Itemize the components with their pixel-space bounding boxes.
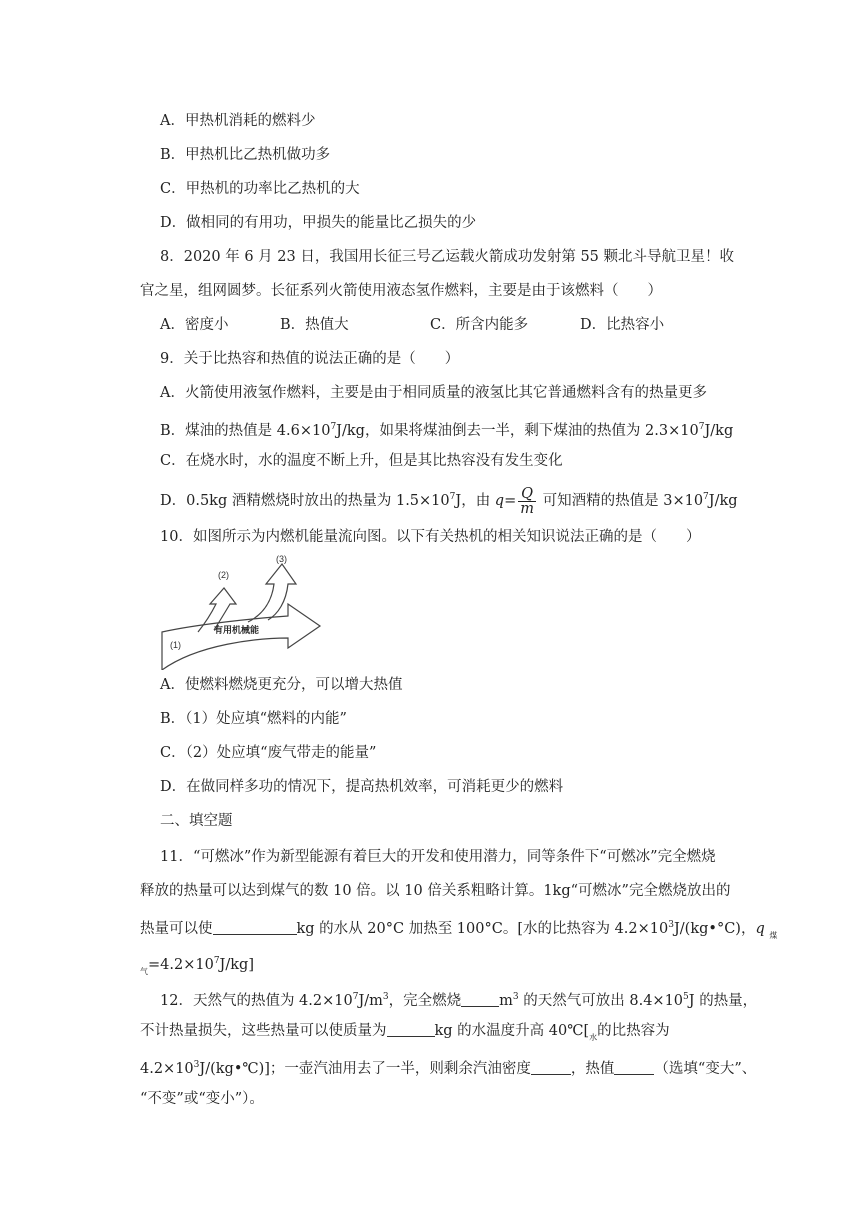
q8-stem-line1: 8．2020 年 6 月 23 日，我国用长征三号乙运载火箭成功发射第 55 颗北斗导航卫星！收 bbox=[160, 249, 735, 265]
q9-option-c: C．在烧水时，水的温度不断上升，但是其比热容没有发生变化 bbox=[160, 453, 563, 469]
q9-stem: 9．关于比热容和热值的说法正确的是（ ） bbox=[160, 351, 460, 367]
q12-answer-blank-4[interactable] bbox=[614, 1060, 654, 1075]
label-1: (1) bbox=[170, 640, 181, 650]
q12-answer-blank-3[interactable] bbox=[531, 1060, 571, 1075]
label-3: (3) bbox=[276, 554, 287, 564]
arrow-label: 有用机械能 bbox=[214, 626, 260, 636]
q7-option-b: B．甲热机比乙热机做功多 bbox=[160, 147, 331, 163]
q7-option-d: D．做相同的有用功，甲损失的能量比乙损失的少 bbox=[160, 215, 477, 231]
energy-flow-diagram bbox=[158, 552, 328, 670]
q11-line2: 释放的热量可以达到煤气的数 10 倍。以 10 倍关系粗略计算。1kg“可燃冰”完全燃烧放出的 bbox=[140, 883, 731, 899]
q10-stem: 10．如图所示为内燃机能量流向图。以下有关热机的相关知识说法正确的是（ ） bbox=[160, 529, 701, 545]
q12-line2: 不计热量损失，这些热量可以使质量为 kg 的水温度升高 $40℃[_水$的比热容为 bbox=[140, 1023, 670, 1042]
q12-line1: 12．天然气的热值为 $4.2\times 10^7J/m^3$，完全燃烧 $m^3$ 的天然气可放出 $8.4\times 10^5J$ 的热量， bbox=[160, 992, 758, 1009]
q8-option-b: B．热值大 bbox=[280, 317, 349, 333]
q7-option-a: A．甲热机消耗的燃料少 bbox=[160, 113, 316, 129]
q9-option-b: B．煤油的热值是 $4.6\times 10^7J/kg$，如果将煤油倒去一半，剩下煤油的热值为 $2.3\times 10^7J/kg$ bbox=[160, 422, 734, 439]
q11-line4: $_气=4.2\times 10^7J/kg$] bbox=[140, 956, 254, 976]
q10-option-c: C．（2）处应填“废气带走的能量” bbox=[160, 745, 377, 761]
q8-stem-line2: 官之星，组网圆梦。长征系列火箭使用液态氢作燃料，主要是由于该燃料（ ） bbox=[140, 283, 662, 299]
q10-option-a: A．使燃料燃烧更充分，可以增大热值 bbox=[160, 677, 403, 693]
section-heading: 二、填空题 bbox=[160, 813, 233, 829]
q-formula-fraction: $\frac{Q}{m}$ bbox=[520, 485, 534, 517]
q10-option-b: B．（1）处应填“燃料的内能” bbox=[160, 711, 347, 727]
q12-answer-blank-1[interactable] bbox=[461, 992, 499, 1007]
q8-option-c: C．所含内能多 bbox=[430, 317, 529, 333]
q12-line4: “不变”或“变小”）。 bbox=[140, 1091, 264, 1107]
q8-option-a: A．密度小 bbox=[160, 317, 229, 333]
q11-line1: 11．“可燃冰”作为新型能源有着巨大的开发和使用潜力，同等条件下“可燃冰”完全燃烧 bbox=[160, 849, 716, 865]
label-2: (2) bbox=[218, 570, 229, 580]
q12-answer-blank-2[interactable] bbox=[387, 1022, 435, 1037]
q8-option-d: D．比热容小 bbox=[580, 317, 665, 333]
q12-line3: $4.2\times 10^3J/(kg•℃)$]；一壶汽油用去了一半，则剩余汽油密度 ，热值 （选填“变大”、 bbox=[140, 1060, 757, 1077]
q10-option-d: D．在做同样多功的情况下，提高热机效率，可消耗更少的燃料 bbox=[160, 779, 564, 795]
q9-option-a: A．火箭使用液氢作燃料，主要是由于相同质量的液氢比其它普通燃料含有的热量更多 bbox=[160, 385, 707, 401]
q9-option-d: D．0.5kg 酒精燃烧时放出的热量为 $1.5\times 10^7J$，由 q= $\frac{Q}{m}$ 可知酒精的热值是 $3\times 10^7J/kg$ bbox=[160, 485, 738, 517]
q8-options bbox=[160, 316, 664, 334]
q7-option-c: C．甲热机的功率比乙热机的大 bbox=[160, 181, 360, 197]
q11-line3: 热量可以使 kg 的水从 20°C 加热至 100°C。[水的比热容为 $4.2\times 10^3J/(kg•^\circ C)$，q $_煤$ bbox=[140, 920, 778, 940]
q11-answer-blank[interactable] bbox=[213, 920, 297, 935]
